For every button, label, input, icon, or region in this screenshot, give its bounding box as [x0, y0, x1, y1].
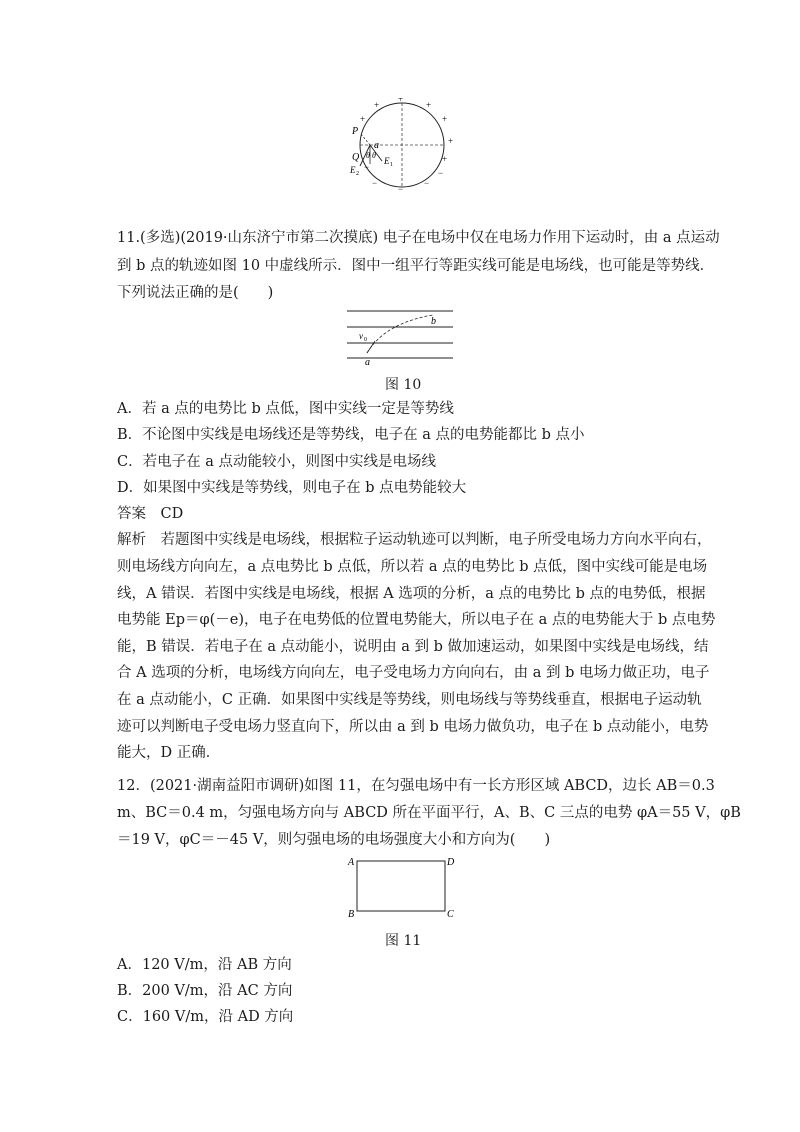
- label-E2: E: [350, 165, 356, 175]
- q11-analysis-line: 则电场线方向向左，a 点电势比 b 点低，所以若 a 点的电势比 b 点低，图中实线可能是电场: [117, 559, 708, 575]
- plus-sign: +: [398, 98, 404, 104]
- q11-analysis-line: 能大，D 正确．: [117, 745, 221, 761]
- q11-analysis-line: 线，A 错误．若图中实线是电场线，根据 A 选项的分析，a 点的电势比 b 点的电势低，根据: [117, 586, 706, 602]
- q11-option-b: B．不论图中实线是电场线还是等势线，电子在 a 点的电势能都比 b 点小: [117, 427, 585, 443]
- label-E1-sub: 1: [390, 162, 393, 168]
- q11-stem-line: 下列说法正确的是( ): [117, 285, 274, 301]
- minus-sign: −: [424, 178, 430, 188]
- plus-sign: +: [426, 100, 432, 110]
- rectangle-abcd: [357, 861, 445, 911]
- figure-circle-field: [340, 98, 470, 193]
- q11-answer: 答案 CD: [117, 506, 184, 522]
- figure-11-rectangle: [345, 853, 457, 921]
- figure-10-parallel-lines: [345, 305, 455, 365]
- q11-analysis-line: 电势能 Ep＝φ(－e)，电子在电势低的位置电势能大，所以电子在 a 点的电势能大于 b 点电势: [117, 612, 716, 628]
- q12-stem-line: m、BC＝0.4 m，匀强电场方向与 ABCD 所在平面平行，A、B、C 三点的电势 φA＝55 V，φB: [117, 805, 741, 821]
- plus-sign: +: [442, 154, 448, 164]
- label-B: B: [348, 909, 355, 920]
- minus-sign: −: [398, 184, 404, 193]
- label-v0: v: [359, 331, 363, 341]
- label-P: P: [352, 126, 359, 137]
- label-a: a: [374, 140, 379, 151]
- label-a: a: [365, 357, 370, 365]
- label-C: C: [447, 909, 454, 920]
- figure-10-caption: 图 10: [385, 377, 422, 393]
- minus-sign: −: [438, 168, 444, 178]
- trajectory-dashed: [367, 315, 433, 353]
- vector-to-P: [360, 133, 370, 145]
- label-v0-sub: 0: [364, 337, 367, 343]
- plus-sign: +: [360, 114, 366, 124]
- q12-option-a: A．120 V/m，沿 AB 方向: [117, 957, 292, 973]
- q11-analysis-line: 解析 若题图中实线是电场线，根据粒子运动轨迹可以判断，电子所受电场力方向水平向右，: [117, 532, 712, 548]
- q11-analysis-line: 迹可以判断电子受电场力竖直向下，所以由 a 到 b 电场力做负功，电子在 b 点动能小，电势: [117, 719, 709, 735]
- q11-analysis-line: 合 A 选项的分析，电场线方向向左，电子受电场力方向向右，由 a 到 b 电场力做正功，电子: [117, 665, 710, 681]
- minus-sign: −: [364, 162, 370, 172]
- q11-option-d: D．如果图中实线是等势线，则电子在 b 点电势能较大: [117, 480, 467, 496]
- label-A: A: [348, 857, 355, 868]
- q11-stem-line: 11.(多选)(2019·山东济宁市第二次摸底) 电子在电场中仅在电场力作用下运动时，由 a 点运动: [117, 230, 720, 246]
- q12-stem-line: 12．(2021·湖南益阳市调研)如图 11，在匀强电场中有一长方形区域 ABCD，边长 AB＝0.3: [117, 778, 715, 794]
- q11-analysis-line: 能，B 错误．若电子在 a 点动能小，说明由 a 到 b 做加速运动，如果图中实线是电场线，结: [117, 639, 709, 655]
- q12-option-c: C．160 V/m，沿 AD 方向: [117, 1009, 294, 1025]
- label-theta: θ: [372, 151, 376, 160]
- label-E2-sub: 2: [356, 171, 359, 177]
- label-Q: Q: [352, 152, 360, 163]
- q12-stem-line: ＝19 V，φC＝－45 V，则匀强电场的电场强度大小和方向为( ): [117, 832, 551, 848]
- label-D: D: [447, 857, 455, 868]
- q12-option-b: B．200 V/m，沿 AC 方向: [117, 983, 293, 999]
- plus-sign: +: [442, 114, 448, 124]
- label-E1: E: [384, 156, 390, 166]
- q11-option-a: A．若 a 点的电势比 b 点低，图中实线一定是等势线: [117, 401, 454, 417]
- figure-11-caption: 图 11: [385, 933, 422, 949]
- q11-stem-line: 到 b 点的轨迹如图 10 中虚线所示．图中一组平行等距实线可能是电场线，也可能是等势线．: [117, 258, 715, 274]
- q11-analysis-line: 在 a 点动能小，C 正确．如果图中实线是等势线，则电场线与等势线垂直，根据电子运动轨: [117, 692, 702, 708]
- label-b: b: [431, 316, 436, 327]
- minus-sign: −: [372, 178, 378, 188]
- label-theta: θ: [366, 151, 370, 160]
- plus-sign: +: [448, 136, 454, 146]
- q11-option-c: C．若电子在 a 点动能较小，则图中实线是电场线: [117, 454, 436, 470]
- plus-sign: +: [374, 100, 380, 110]
